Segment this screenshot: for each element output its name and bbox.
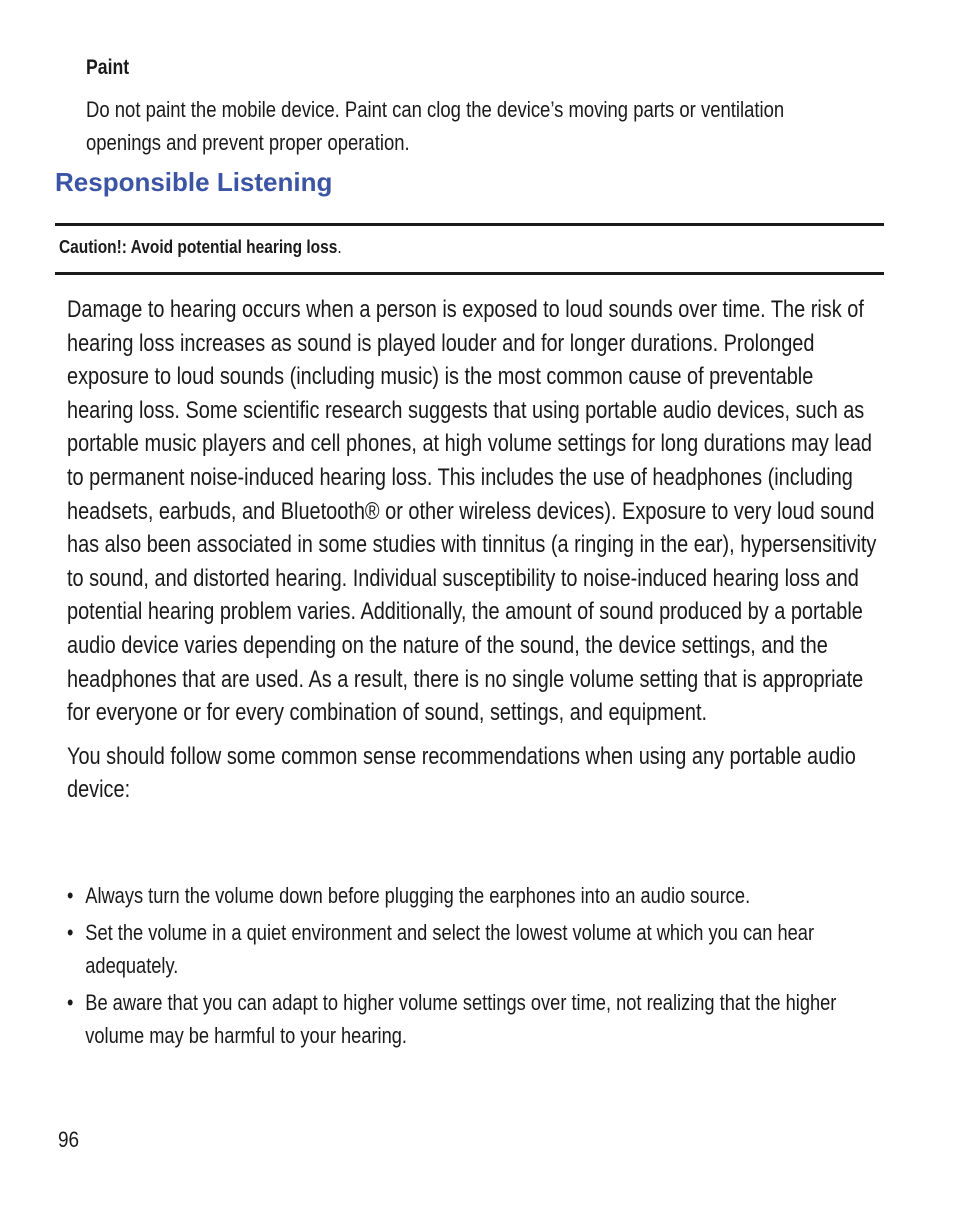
list-item-text: Set the volume in a quiet environment and select the lowest volume at which you can hear adequately. xyxy=(85,920,815,978)
caution-suffix: . xyxy=(337,237,342,257)
bullet-marker: • xyxy=(67,920,74,945)
list-item-text: Always turn the volume down before plugging the earphones into an audio source. xyxy=(85,883,751,908)
caution-top-rule xyxy=(55,223,884,226)
hearing-paragraph: Damage to hearing occurs when a person is exposed to loud sounds over time. The risk of hearing loss increases as sound is played louder and for longer durations. Prolonged exposure to loud sounds (including music) is the most common cause of preventable hearing loss. Some scientific research suggests that using portable audio devices, such as portable music players and cell phones, at high volume settings for long durations may lead to permanent noise-induced hearing loss. This includes the use of headphones (including headsets, earbuds, and Bluetooth® or other wireless devices). Exposure to very loud sound has also been associated in some studies with tinnitus (a ringing in the ear), hypersensitivity to sound, and distorted hearing. Individual susceptibility to noise-induced hearing loss and potential hearing problem varies. Additionally, the amount of sound produced by a portable audio device varies depending on the nature of the sound, the device settings, and the headphones that are used. As a result, there is no single volume setting that is appropriate for everyone or for every combination of sound, settings, and equipment. xyxy=(67,296,877,727)
list-item xyxy=(67,879,876,912)
section-title: Responsible Listening xyxy=(55,167,333,197)
list-item xyxy=(67,916,876,982)
bullet-marker: • xyxy=(67,883,74,908)
recommendation-list xyxy=(67,879,876,1056)
page-number: 96 xyxy=(58,1127,80,1152)
list-item xyxy=(67,986,876,1052)
recommendations-intro: You should follow some common sense recommendations when using any portable audio device: xyxy=(67,742,856,804)
paint-heading: Paint xyxy=(86,56,130,79)
paint-body: Do not paint the mobile device. Paint can clog the device’s moving parts or ventilation openings and prevent proper operation. xyxy=(86,97,785,155)
list-item-text: Be aware that you can adapt to higher volume settings over time, not realizing that the higher volume may be harmful to your hearing. xyxy=(85,990,837,1048)
caution-label: Caution!: Avoid potential hearing loss xyxy=(59,237,338,257)
caution-bottom-rule xyxy=(55,272,884,275)
bullet-marker: • xyxy=(67,990,74,1015)
main-text xyxy=(67,293,882,807)
caution-box xyxy=(59,237,342,258)
